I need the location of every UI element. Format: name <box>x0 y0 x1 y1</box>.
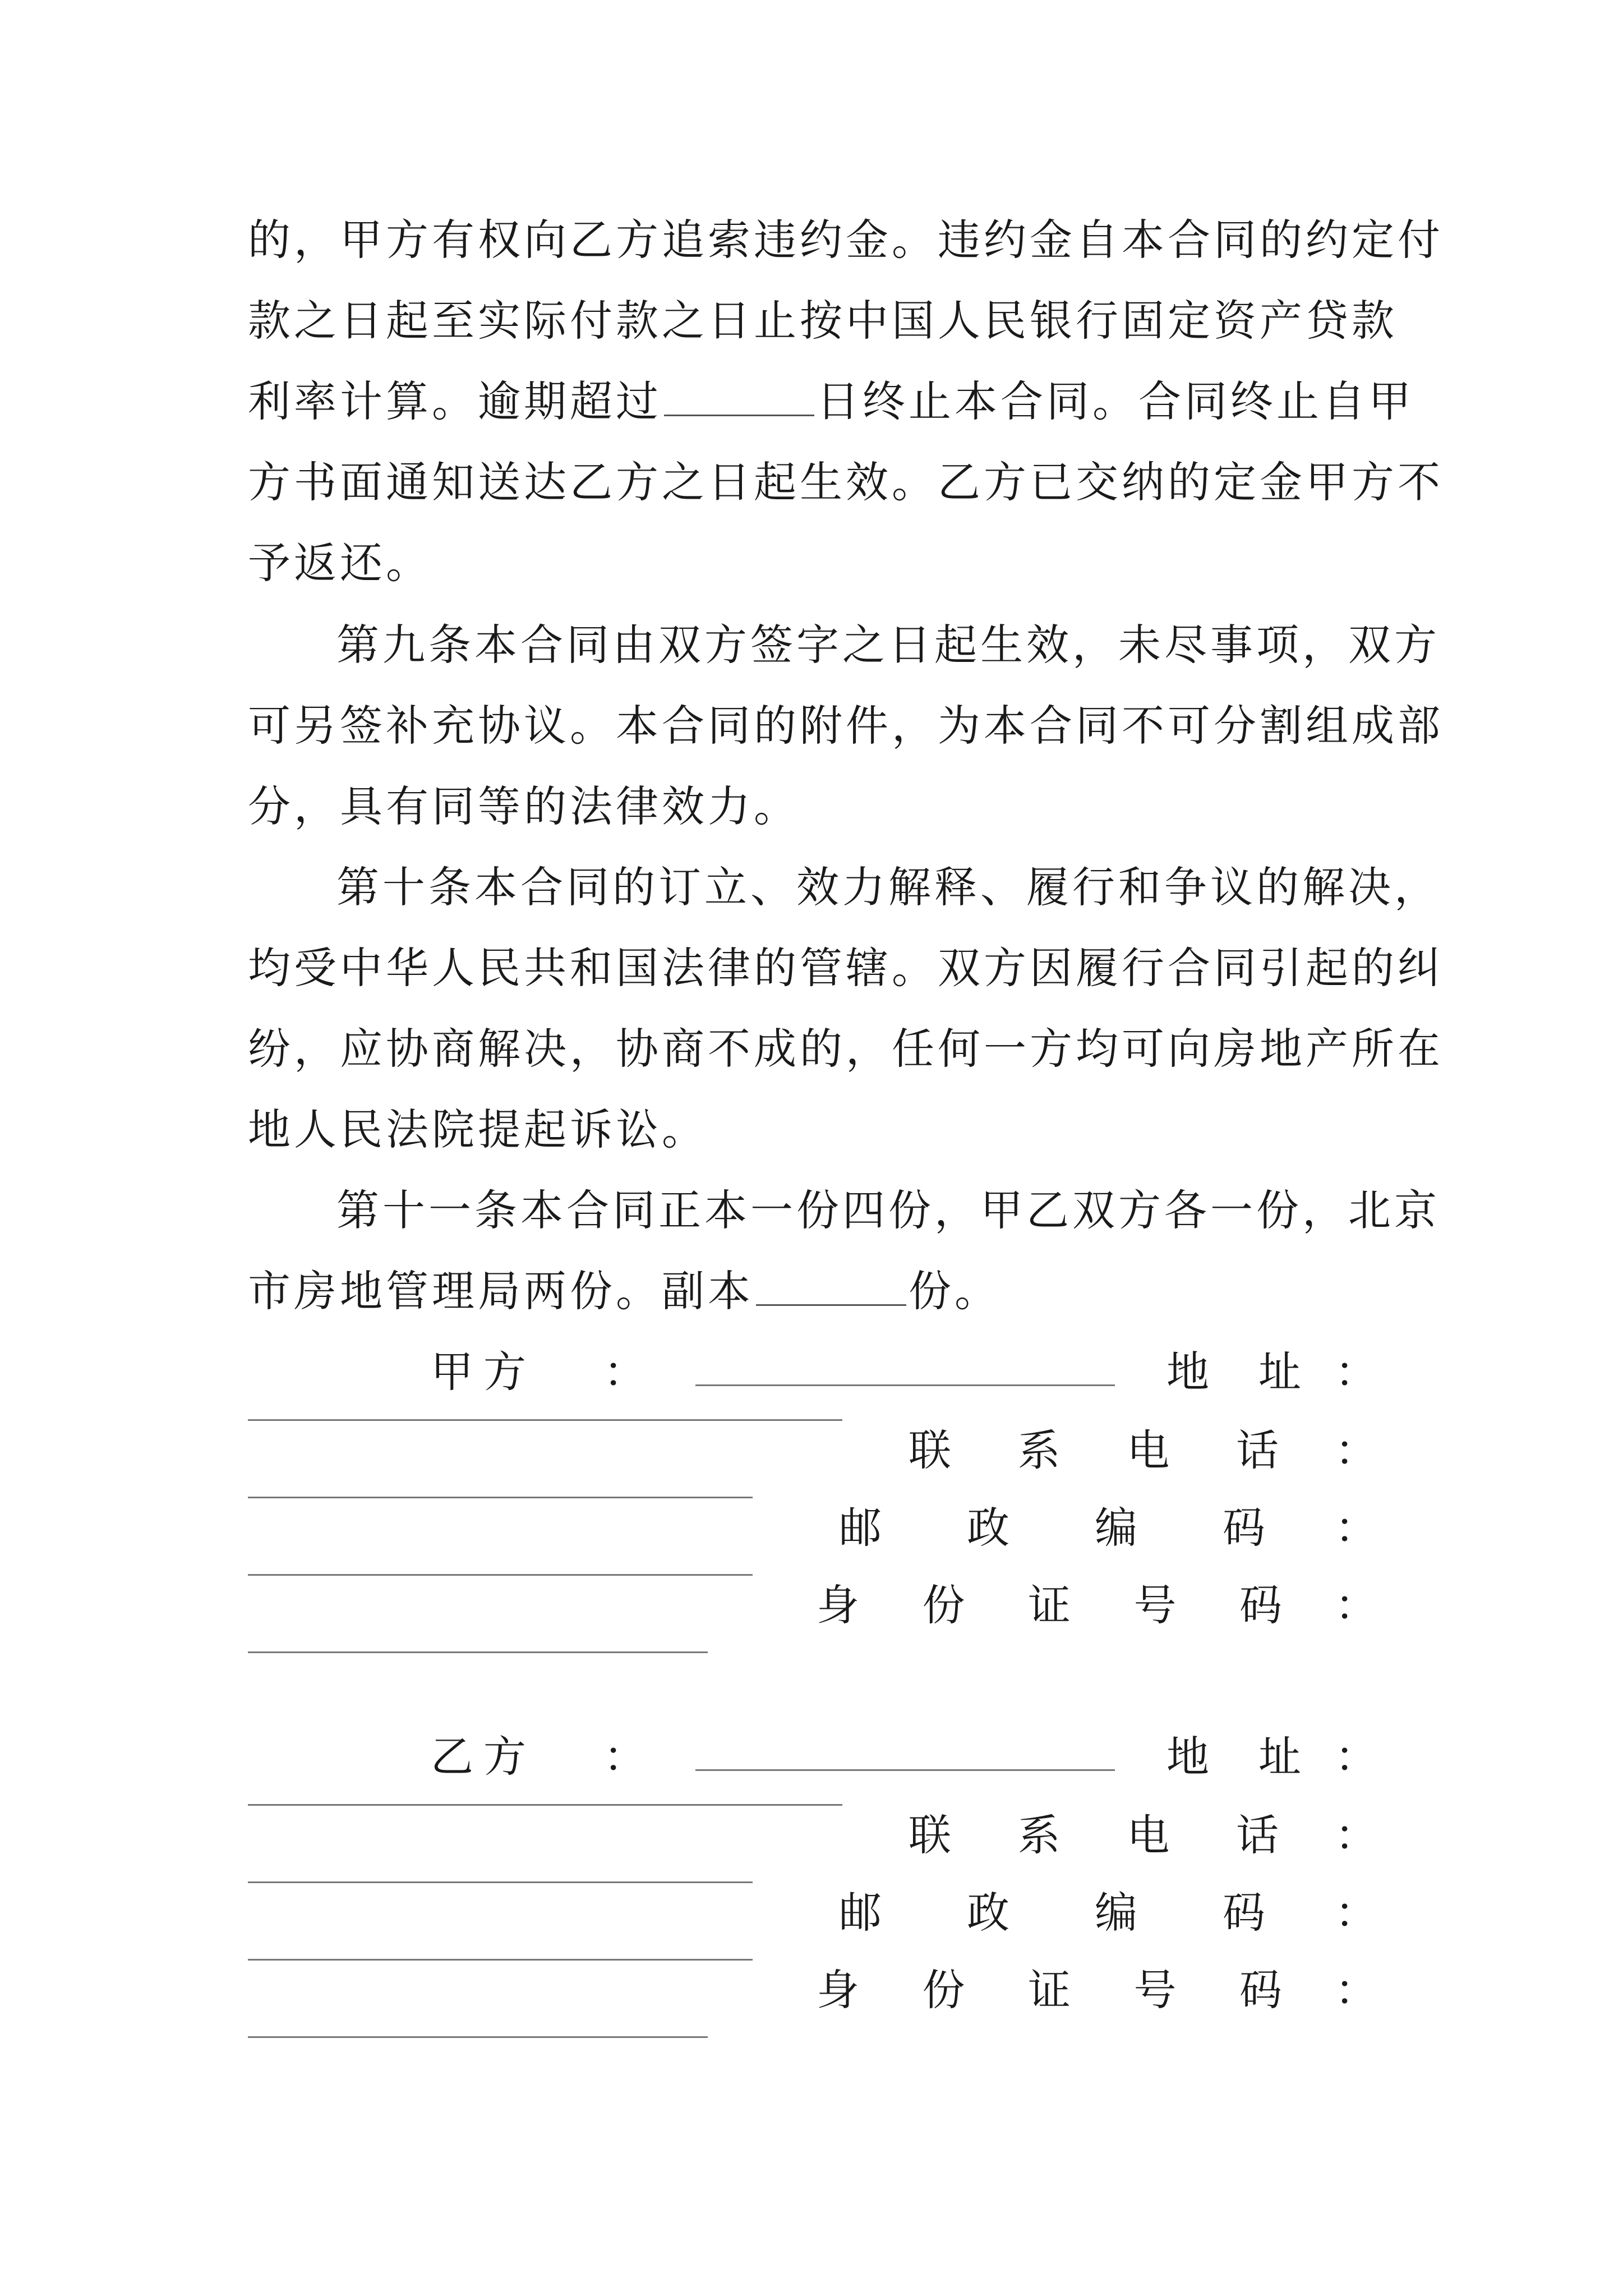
body-line-with-blank <box>248 1258 1392 1325</box>
body-line: 款之日起至实际付款之日止按中国人民银行固定资产贷款 <box>248 296 1398 346</box>
colon: ： <box>1335 1810 1377 1860</box>
body-line: 地人民法院提起诉讼。 <box>248 1105 708 1154</box>
label-char: 电 <box>1127 1810 1170 1860</box>
party-b-name-blank[interactable] <box>695 1769 1115 1771</box>
label-char: 址 <box>1258 1347 1301 1397</box>
body-line: 分，具有同等的法律效力。 <box>248 781 800 831</box>
body-line: 方书面通知送达乙方之日起生效。乙方已交纳的定金甲方不 <box>248 457 1444 507</box>
label-char: 联 <box>909 1810 951 1860</box>
party-b-address-blank[interactable] <box>248 1804 842 1806</box>
label-char: 电 <box>1127 1425 1170 1475</box>
body-text: 日终止本合同。合同终止自甲 <box>817 376 1414 426</box>
body-line: 纷，应协商解决，协商不成的，任何一方均可向房地产所在 <box>248 1024 1444 1074</box>
party-b-id-blank[interactable] <box>248 2036 708 2038</box>
body-line: 的，甲方有权向乙方追索违约金。违约金自本合同的约定付 <box>248 215 1444 265</box>
label-char: 方 <box>483 1732 526 1782</box>
label-char: 号 <box>1133 1580 1177 1630</box>
label-char: 编 <box>1095 1888 1137 1938</box>
label-char: 址 <box>1258 1732 1301 1782</box>
label-char: 号 <box>1133 1965 1177 2015</box>
label-char: 身 <box>817 1580 859 1630</box>
party-a-label <box>431 1338 526 1406</box>
fill-in-blank-days[interactable] <box>664 380 814 416</box>
label-char: 联 <box>909 1425 951 1475</box>
party-a-name-blank[interactable] <box>695 1384 1115 1386</box>
label-char: 邮 <box>839 1888 882 1938</box>
party-a-address-blank[interactable] <box>248 1419 842 1421</box>
label-char: 政 <box>967 1888 1009 1938</box>
party-b-postal-label <box>839 1879 1265 1947</box>
label-char: 身 <box>817 1965 859 2015</box>
body-line: 予返还。 <box>248 538 432 588</box>
party-a-id-blank[interactable] <box>248 1651 708 1653</box>
body-text: 利率计算。逾期超过 <box>248 376 662 426</box>
colon: ： <box>1335 1580 1377 1630</box>
colon: ： <box>1335 1965 1377 2015</box>
article-10-line: 第十条本合同的订立、效力解释、履行和争议的解决， <box>336 862 1440 912</box>
label-char: 邮 <box>839 1503 882 1553</box>
colon: ： <box>1335 1503 1377 1553</box>
label-char: 政 <box>967 1503 1009 1553</box>
label-char: 码 <box>1239 1580 1282 1630</box>
label-char: 地 <box>1166 1347 1209 1397</box>
label-char: 码 <box>1223 1503 1265 1553</box>
body-text: 份。 <box>909 1266 1000 1316</box>
fill-in-blank-copies[interactable] <box>756 1269 906 1306</box>
party-b-id-label <box>817 1957 1282 2024</box>
colon: ： <box>603 1732 646 1782</box>
party-b-phone-label <box>909 1802 1279 1869</box>
label-char: 系 <box>1017 1425 1061 1475</box>
label-char: 乙 <box>431 1732 473 1782</box>
label-char: 码 <box>1239 1965 1282 2015</box>
body-line: 可另签补充协议。本合同的附件，为本合同不可分割组成部 <box>248 701 1444 751</box>
label-char: 证 <box>1028 1580 1071 1630</box>
label-char: 码 <box>1223 1888 1265 1938</box>
party-a-address-label <box>1166 1338 1301 1406</box>
party-b-phone-blank[interactable] <box>248 1881 753 1883</box>
label-char: 甲 <box>431 1347 473 1397</box>
body-line: 均受中华人民共和国法律的管辖。双方因履行合同引起的纠 <box>248 943 1444 993</box>
label-char: 份 <box>922 1965 965 2015</box>
colon: ： <box>1335 1888 1377 1938</box>
party-b-postal-blank[interactable] <box>248 1959 753 1961</box>
body-line-with-blank <box>248 368 1414 435</box>
label-char: 话 <box>1235 1810 1279 1860</box>
party-a-id-label <box>817 1572 1282 1639</box>
party-b-address-label <box>1166 1723 1301 1791</box>
label-char: 话 <box>1235 1425 1279 1475</box>
colon: ： <box>1335 1347 1377 1397</box>
party-b-label <box>431 1723 526 1791</box>
label-char: 编 <box>1095 1503 1137 1553</box>
colon: ： <box>1335 1425 1377 1475</box>
label-char: 系 <box>1017 1810 1061 1860</box>
label-char: 方 <box>483 1347 526 1397</box>
colon: ： <box>603 1347 646 1397</box>
party-a-postal-label <box>839 1494 1265 1562</box>
article-9-line: 第九条本合同由双方签字之日起生效，未尽事项，双方 <box>336 620 1440 670</box>
label-char: 地 <box>1166 1732 1209 1782</box>
label-char: 证 <box>1028 1965 1071 2015</box>
party-a-phone-blank[interactable] <box>248 1497 753 1498</box>
body-text: 市房地管理局两份。副本 <box>248 1266 754 1316</box>
colon: ： <box>1335 1732 1377 1782</box>
label-char: 份 <box>922 1580 965 1630</box>
article-11-line: 第十一条本合同正本一份四份，甲乙双方各一份，北京 <box>336 1185 1440 1235</box>
party-a-postal-blank[interactable] <box>248 1574 753 1576</box>
party-a-phone-label <box>909 1417 1279 1484</box>
